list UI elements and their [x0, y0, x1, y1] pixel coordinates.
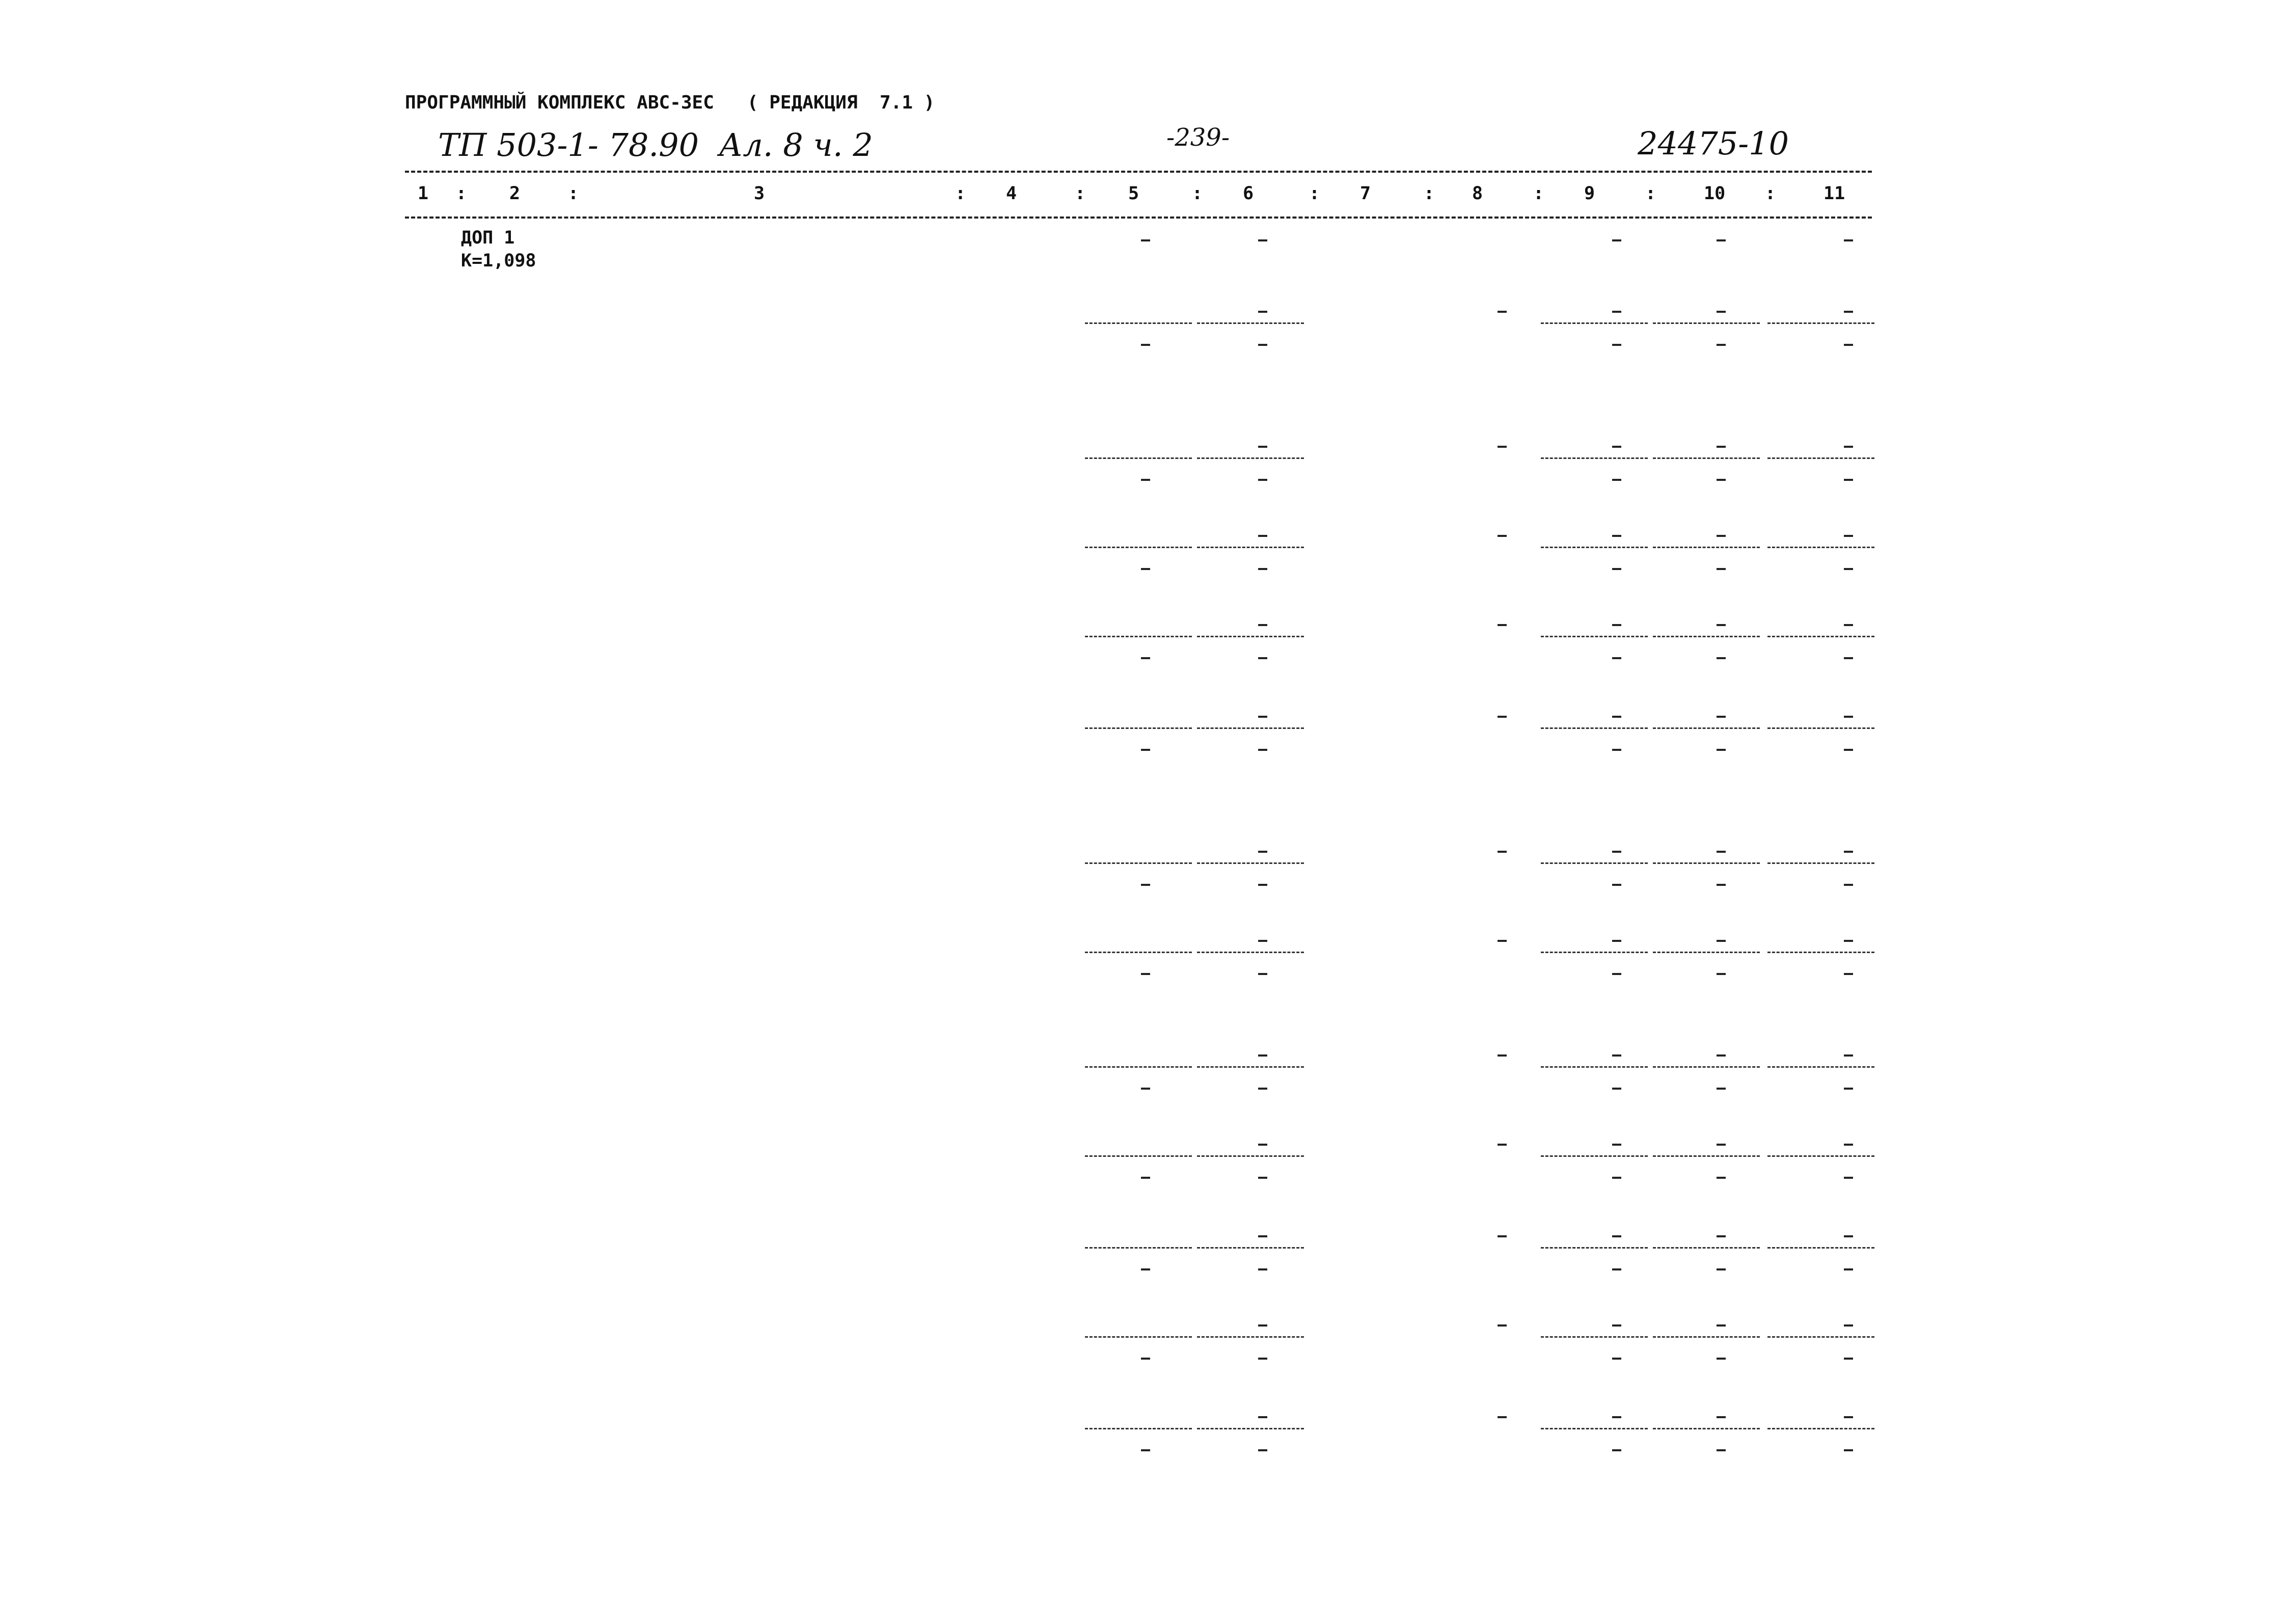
- value-separator: [1541, 952, 1648, 953]
- empty-dash: [1844, 1144, 1853, 1146]
- empty-dash: [1258, 239, 1267, 241]
- empty-dash: [1717, 1177, 1726, 1179]
- empty-dash: [1612, 1235, 1621, 1237]
- empty-dash: [1612, 568, 1621, 570]
- value-separator: [1653, 1247, 1760, 1249]
- value-separator: [1197, 457, 1304, 459]
- empty-dash: [1717, 446, 1726, 448]
- empty-dash: [1844, 446, 1853, 448]
- value-separator: [1541, 322, 1648, 324]
- empty-dash: [1612, 1144, 1621, 1146]
- value-separator: [1085, 862, 1192, 864]
- empty-dash: [1612, 1177, 1621, 1179]
- empty-dash: [1258, 973, 1267, 975]
- value-separator: [1197, 1247, 1304, 1249]
- empty-dash: [1844, 311, 1853, 313]
- empty-dash: [1498, 1416, 1507, 1418]
- empty-dash: [1844, 973, 1853, 975]
- empty-dash: [1612, 446, 1621, 448]
- value-separator: [1541, 727, 1648, 729]
- empty-dash: [1258, 446, 1267, 448]
- empty-dash: [1141, 344, 1150, 346]
- value-separator: [1197, 1155, 1304, 1157]
- empty-dash: [1141, 884, 1150, 886]
- empty-dash: [1844, 1268, 1853, 1270]
- value-separator: [1653, 1336, 1760, 1338]
- empty-dash: [1844, 624, 1853, 626]
- empty-dash: [1612, 940, 1621, 942]
- empty-dash: [1844, 1449, 1853, 1451]
- empty-dash: [1612, 716, 1621, 718]
- value-separator: [1197, 547, 1304, 548]
- empty-dash: [1258, 1235, 1267, 1237]
- top-note-line-1: ДОП 1: [461, 228, 515, 248]
- value-separator: [1541, 457, 1648, 459]
- empty-dash: [1612, 884, 1621, 886]
- empty-dash: [1141, 1088, 1150, 1090]
- value-separator: [1767, 1155, 1874, 1157]
- value-separator: [1197, 636, 1304, 637]
- empty-dash: [1717, 624, 1726, 626]
- column-header-6: 6: [1243, 183, 1254, 204]
- empty-dash: [1844, 1324, 1853, 1327]
- empty-dash: [1612, 1268, 1621, 1270]
- empty-dash: [1844, 716, 1853, 718]
- value-separator: [1767, 727, 1874, 729]
- empty-dash: [1258, 624, 1267, 626]
- empty-dash: [1717, 1088, 1726, 1090]
- empty-dash: [1258, 1358, 1267, 1360]
- value-separator: [1085, 547, 1192, 548]
- value-separator: [1085, 1247, 1192, 1249]
- value-separator: [1653, 457, 1760, 459]
- empty-dash: [1258, 657, 1267, 659]
- empty-dash: [1258, 749, 1267, 751]
- empty-dash: [1844, 940, 1853, 942]
- empty-dash: [1141, 239, 1150, 241]
- value-separator: [1653, 1066, 1760, 1068]
- value-separator: [1085, 1066, 1192, 1068]
- value-separator: [1085, 727, 1192, 729]
- value-separator: [1541, 1155, 1648, 1157]
- program-title: ПРОГРАММНЫЙ КОМПЛЕКС АВС-3ЕС ( РЕДАКЦИЯ 7.1 ): [405, 92, 935, 113]
- empty-dash: [1612, 1324, 1621, 1327]
- document-code: ТП 503-1- 78.90 Ал. 8 ч. 2: [438, 126, 873, 164]
- column-header-10: 10: [1704, 183, 1726, 204]
- value-separator: [1085, 636, 1192, 637]
- column-separator: :: [1765, 183, 1776, 204]
- empty-dash: [1258, 1144, 1267, 1146]
- column-header-7: 7: [1360, 183, 1371, 204]
- value-separator: [1541, 1247, 1648, 1249]
- column-separator: :: [1309, 183, 1320, 204]
- empty-dash: [1717, 311, 1726, 313]
- empty-dash: [1717, 1324, 1726, 1327]
- top-note-line-2: К=1,098: [461, 251, 536, 271]
- empty-dash: [1258, 1088, 1267, 1090]
- empty-dash: [1498, 851, 1507, 853]
- empty-dash: [1612, 479, 1621, 481]
- empty-dash: [1612, 1358, 1621, 1360]
- value-separator: [1767, 1336, 1874, 1338]
- empty-dash: [1717, 1268, 1726, 1270]
- empty-dash: [1717, 716, 1726, 718]
- value-separator: [1767, 547, 1874, 548]
- empty-dash: [1844, 851, 1853, 853]
- column-separator: :: [456, 183, 467, 204]
- value-separator: [1767, 862, 1874, 864]
- empty-dash: [1717, 973, 1726, 975]
- empty-dash: [1141, 568, 1150, 570]
- value-separator: [1653, 322, 1760, 324]
- value-separator: [1197, 862, 1304, 864]
- header-bottom-rule: [405, 216, 1872, 219]
- value-separator: [1767, 457, 1874, 459]
- value-separator: [1197, 1336, 1304, 1338]
- empty-dash: [1612, 1416, 1621, 1418]
- archive-number: 24475-10: [1638, 125, 1789, 162]
- column-header-2: 2: [509, 183, 521, 204]
- empty-dash: [1258, 940, 1267, 942]
- empty-dash: [1717, 940, 1726, 942]
- empty-dash: [1717, 535, 1726, 537]
- column-header-3: 3: [754, 183, 765, 204]
- empty-dash: [1141, 1358, 1150, 1360]
- value-separator: [1767, 952, 1874, 953]
- empty-dash: [1717, 749, 1726, 751]
- value-separator: [1085, 1336, 1192, 1338]
- column-separator: :: [1192, 183, 1203, 204]
- empty-dash: [1141, 479, 1150, 481]
- value-separator: [1653, 547, 1760, 548]
- value-separator: [1085, 322, 1192, 324]
- value-separator: [1767, 1247, 1874, 1249]
- value-separator: [1653, 1155, 1760, 1157]
- value-separator: [1767, 1066, 1874, 1068]
- column-separator: :: [568, 183, 579, 204]
- value-separator: [1653, 952, 1760, 953]
- empty-dash: [1612, 1054, 1621, 1057]
- empty-dash: [1258, 479, 1267, 481]
- empty-dash: [1498, 940, 1507, 942]
- empty-dash: [1612, 535, 1621, 537]
- empty-dash: [1844, 1235, 1853, 1237]
- column-separator: :: [1424, 183, 1435, 204]
- empty-dash: [1844, 749, 1853, 751]
- empty-dash: [1717, 657, 1726, 659]
- empty-dash: [1717, 851, 1726, 853]
- column-separator: :: [1645, 183, 1656, 204]
- value-separator: [1197, 1066, 1304, 1068]
- column-separator: :: [1533, 183, 1544, 204]
- empty-dash: [1717, 1235, 1726, 1237]
- empty-dash: [1258, 1324, 1267, 1327]
- empty-dash: [1141, 973, 1150, 975]
- column-header-11: 11: [1824, 183, 1845, 204]
- column-header-1: 1: [418, 183, 429, 204]
- empty-dash: [1717, 1449, 1726, 1451]
- value-separator: [1085, 1155, 1192, 1157]
- empty-dash: [1498, 1144, 1507, 1146]
- empty-dash: [1612, 851, 1621, 853]
- value-separator: [1085, 952, 1192, 953]
- empty-dash: [1844, 884, 1853, 886]
- value-separator: [1197, 727, 1304, 729]
- empty-dash: [1612, 657, 1621, 659]
- header-top-rule: [405, 171, 1872, 173]
- column-separator: :: [1075, 183, 1086, 204]
- empty-dash: [1612, 1088, 1621, 1090]
- empty-dash: [1258, 851, 1267, 853]
- empty-dash: [1141, 657, 1150, 659]
- empty-dash: [1498, 311, 1507, 313]
- empty-dash: [1498, 1235, 1507, 1237]
- empty-dash: [1844, 657, 1853, 659]
- value-separator: [1541, 862, 1648, 864]
- empty-dash: [1844, 535, 1853, 537]
- column-header-8: 8: [1472, 183, 1483, 204]
- empty-dash: [1844, 1416, 1853, 1418]
- empty-dash: [1844, 344, 1853, 346]
- value-separator: [1767, 1428, 1874, 1429]
- value-separator: [1653, 862, 1760, 864]
- value-separator: [1197, 322, 1304, 324]
- value-separator: [1541, 547, 1648, 548]
- column-header-4: 4: [1006, 183, 1017, 204]
- empty-dash: [1844, 568, 1853, 570]
- value-separator: [1653, 1428, 1760, 1429]
- empty-dash: [1717, 568, 1726, 570]
- empty-dash: [1844, 239, 1853, 241]
- empty-dash: [1258, 311, 1267, 313]
- empty-dash: [1498, 1054, 1507, 1057]
- value-separator: [1541, 636, 1648, 637]
- empty-dash: [1258, 1054, 1267, 1057]
- empty-dash: [1844, 1088, 1853, 1090]
- value-separator: [1653, 727, 1760, 729]
- empty-dash: [1612, 311, 1621, 313]
- empty-dash: [1612, 344, 1621, 346]
- empty-dash: [1717, 1054, 1726, 1057]
- page-number: -239-: [1166, 123, 1230, 152]
- empty-dash: [1612, 973, 1621, 975]
- empty-dash: [1258, 1449, 1267, 1451]
- empty-dash: [1717, 239, 1726, 241]
- column-header-9: 9: [1584, 183, 1595, 204]
- empty-dash: [1498, 535, 1507, 537]
- empty-dash: [1258, 1268, 1267, 1270]
- empty-dash: [1844, 1358, 1853, 1360]
- empty-dash: [1612, 624, 1621, 626]
- empty-dash: [1141, 1177, 1150, 1179]
- empty-dash: [1844, 1177, 1853, 1179]
- empty-dash: [1717, 1358, 1726, 1360]
- empty-dash: [1717, 1144, 1726, 1146]
- empty-dash: [1141, 749, 1150, 751]
- value-separator: [1197, 952, 1304, 953]
- empty-dash: [1844, 479, 1853, 481]
- empty-dash: [1717, 344, 1726, 346]
- empty-dash: [1141, 1449, 1150, 1451]
- empty-dash: [1612, 1449, 1621, 1451]
- value-separator: [1767, 322, 1874, 324]
- value-separator: [1767, 636, 1874, 637]
- empty-dash: [1258, 884, 1267, 886]
- empty-dash: [1258, 535, 1267, 537]
- value-separator: [1085, 457, 1192, 459]
- empty-dash: [1258, 568, 1267, 570]
- empty-dash: [1258, 344, 1267, 346]
- value-separator: [1085, 1428, 1192, 1429]
- value-separator: [1653, 636, 1760, 637]
- value-separator: [1197, 1428, 1304, 1429]
- empty-dash: [1141, 1268, 1150, 1270]
- value-separator: [1541, 1428, 1648, 1429]
- empty-dash: [1717, 1416, 1726, 1418]
- column-separator: :: [955, 183, 966, 204]
- empty-dash: [1258, 1177, 1267, 1179]
- empty-dash: [1717, 884, 1726, 886]
- empty-dash: [1498, 716, 1507, 718]
- value-separator: [1541, 1066, 1648, 1068]
- value-separator: [1541, 1336, 1648, 1338]
- empty-dash: [1258, 1416, 1267, 1418]
- empty-dash: [1844, 1054, 1853, 1057]
- column-header-5: 5: [1128, 183, 1139, 204]
- empty-dash: [1498, 1324, 1507, 1327]
- empty-dash: [1612, 239, 1621, 241]
- empty-dash: [1498, 624, 1507, 626]
- empty-dash: [1498, 446, 1507, 448]
- empty-dash: [1258, 716, 1267, 718]
- empty-dash: [1612, 749, 1621, 751]
- empty-dash: [1717, 479, 1726, 481]
